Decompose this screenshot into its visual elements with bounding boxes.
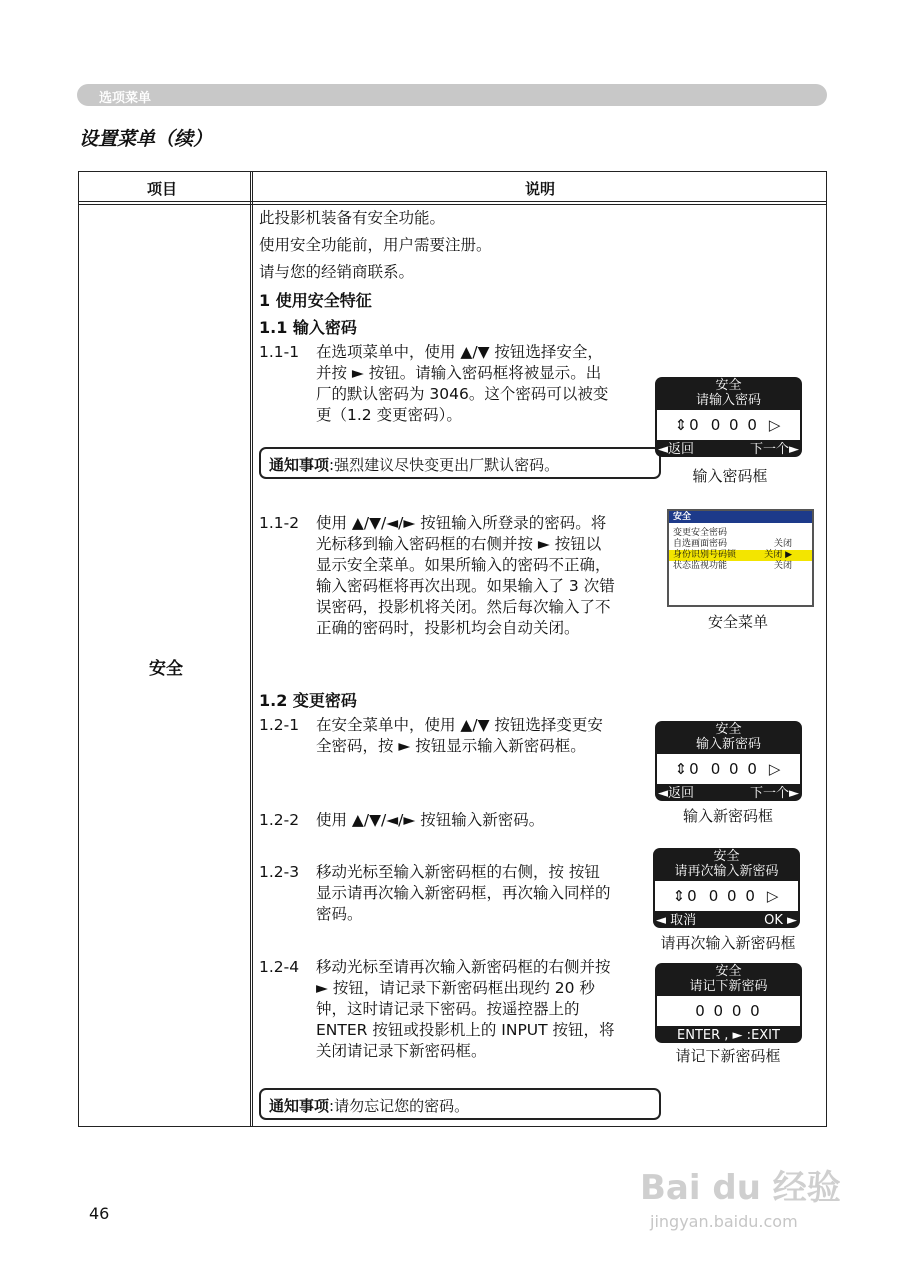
- table-header-row: [79, 172, 826, 202]
- osd-caption: 输入新密码框: [682, 807, 773, 825]
- password-digits: 0 0 0: [708, 887, 757, 905]
- step-text: 使用 ▲/▼/◄/► 按钮输入所登录的密码。将光标移到输入密码框的右侧并按 ► 按钮以显示安全菜单。如果所输入的密码不正确，输入密码框将再次出现。如果输入了 3 次错误密码，投影机将关闭。然后每次输入了不正确的密码时，投影机均会自动关闭。: [316, 514, 615, 637]
- next-button[interactable]: 下一个►: [750, 442, 799, 457]
- back-button[interactable]: ◄返回: [658, 442, 694, 457]
- password-display: 0 0 0 0: [657, 996, 800, 1026]
- section-heading-1: 1 使用安全特征: [259, 291, 372, 310]
- password-digits: 0 0 0: [710, 416, 759, 434]
- notice-label: 通知事项: [269, 456, 330, 474]
- password-digits: 0 0 0: [710, 760, 759, 778]
- step-number: 1.1-2: [259, 514, 300, 532]
- step-1-2-3: [259, 862, 619, 928]
- notice-label: 通知事项: [269, 1097, 330, 1115]
- page-number: 46: [89, 1204, 110, 1223]
- exit-hint: ENTER , ► :EXIT: [677, 1028, 780, 1043]
- menu-row-selected[interactable]: 身份识别号码锁 关闭 ▶: [669, 550, 812, 561]
- osd-subtitle: 请再次输入新密码: [674, 864, 779, 879]
- column-header-description: 说明: [525, 180, 556, 198]
- table-header-divider: [79, 204, 826, 205]
- step-1-1-2: [259, 513, 619, 663]
- table-column-divider: [250, 172, 253, 1126]
- arrow-right-icon: ▷: [766, 887, 781, 905]
- next-button[interactable]: 下一个►: [750, 786, 799, 801]
- menu-row[interactable]: 自选画面密码 关闭: [673, 539, 792, 549]
- section-header-label: 选项菜单: [99, 91, 152, 106]
- osd-reenter-password: [653, 848, 800, 928]
- step-number: 1.2-4: [259, 958, 300, 976]
- password-field[interactable]: [655, 881, 798, 911]
- osd-caption: 请再次输入新密码框: [660, 934, 796, 952]
- osd-title: 安全: [715, 378, 742, 393]
- password-field[interactable]: [657, 410, 800, 440]
- step-1-2-2: [259, 810, 619, 832]
- step-number: 1.2-1: [259, 716, 300, 734]
- security-menu-caption: 安全菜单: [707, 613, 768, 631]
- digit-spinner-icon: ⇕0: [674, 760, 701, 778]
- notice-box-2: [259, 1088, 661, 1120]
- step-1-1-1: [259, 342, 619, 447]
- digit-spinner-icon: ⇕0: [672, 887, 699, 905]
- menu-row[interactable]: 状态监视功能 关闭: [673, 561, 792, 571]
- item-security-label: 安全: [149, 659, 183, 679]
- password-field[interactable]: [657, 754, 800, 784]
- intro-line-2: 使用安全功能前，用户需要注册。: [259, 236, 492, 254]
- step-text: 移动光标至输入新密码框的右侧，按 按钮 显示请再次输入新密码框，再次输入同样的密码。: [316, 863, 611, 923]
- step-number: 1.2-3: [259, 863, 300, 881]
- digit-spinner-icon: ⇕0: [674, 416, 701, 434]
- notice-box-1: [259, 447, 661, 479]
- arrow-right-icon: ▷: [768, 760, 783, 778]
- watermark-url: jingyan.baidu.com: [650, 1212, 798, 1231]
- back-button[interactable]: ◄返回: [658, 786, 694, 801]
- step-number: 1.2-2: [259, 811, 300, 829]
- osd-caption: 输入密码框: [692, 467, 768, 485]
- watermark: [640, 1160, 870, 1240]
- osd-subtitle: 请输入密码: [695, 393, 761, 408]
- security-menu: [667, 509, 814, 607]
- osd-record-password: [655, 963, 802, 1043]
- page-title: 设置菜单（续）: [79, 128, 213, 150]
- intro-line-1: 此投影机装备有安全功能。: [259, 209, 446, 227]
- section-heading-1-2: 1.2 变更密码: [259, 691, 357, 710]
- osd-caption: 请记下新密码框: [675, 1047, 781, 1065]
- osd-subtitle: 输入新密码: [695, 737, 761, 752]
- step-1-2-1: [259, 715, 619, 781]
- step-text: 在选项菜单中，使用 ▲/▼ 按钮选择安全，并按 ► 按钮。请输入密码框将被显示。出厂的默认密码为 3046。这个密码可以被变更（1.2 变更密码）。: [316, 343, 609, 424]
- ok-button[interactable]: OK ►: [764, 913, 797, 928]
- step-text: 移动光标至请再次输入新密码框的右侧并按 ► 按钮，请记录下新密码框出现约 20 秒钟，这时请记录下密码。按遥控器上的 ENTER 按钮或投影机上的 INPUT 按钮，将关闭请记录下新密码框。: [316, 958, 615, 1060]
- arrow-right-icon: ▶: [785, 550, 792, 560]
- osd-subtitle: 请记下新密码: [689, 979, 768, 994]
- menu-row[interactable]: 变更安全密码: [673, 528, 728, 538]
- section-heading-1-1: 1.1 输入密码: [259, 318, 357, 337]
- notice-text: :请勿忘记您的密码。: [329, 1097, 470, 1115]
- section-header-bar: [77, 84, 827, 106]
- step-text: 在安全菜单中，使用 ▲/▼ 按钮选择变更安全密码，按 ► 按钮显示输入新密码框。: [316, 716, 603, 755]
- osd-enter-password: [655, 377, 802, 457]
- osd-title: 安全: [713, 849, 740, 864]
- watermark-brand: Bai du 经验: [640, 1168, 841, 1208]
- column-header-item: 项目: [147, 180, 178, 198]
- osd-new-password: [655, 721, 802, 801]
- intro-line-3: 请与您的经销商联系。: [259, 263, 415, 281]
- osd-title: 安全: [715, 722, 742, 737]
- step-text: 使用 ▲/▼/◄/► 按钮输入新密码。: [316, 811, 545, 829]
- notice-text: :强烈建议尽快变更出厂默认密码。: [329, 456, 560, 474]
- cancel-button[interactable]: ◄ 取消: [656, 913, 697, 928]
- step-number: 1.1-1: [259, 343, 300, 361]
- step-1-2-4: [259, 957, 619, 1085]
- security-menu-title: 安全: [669, 511, 812, 523]
- osd-title: 安全: [715, 964, 742, 979]
- arrow-right-icon: ▷: [768, 416, 783, 434]
